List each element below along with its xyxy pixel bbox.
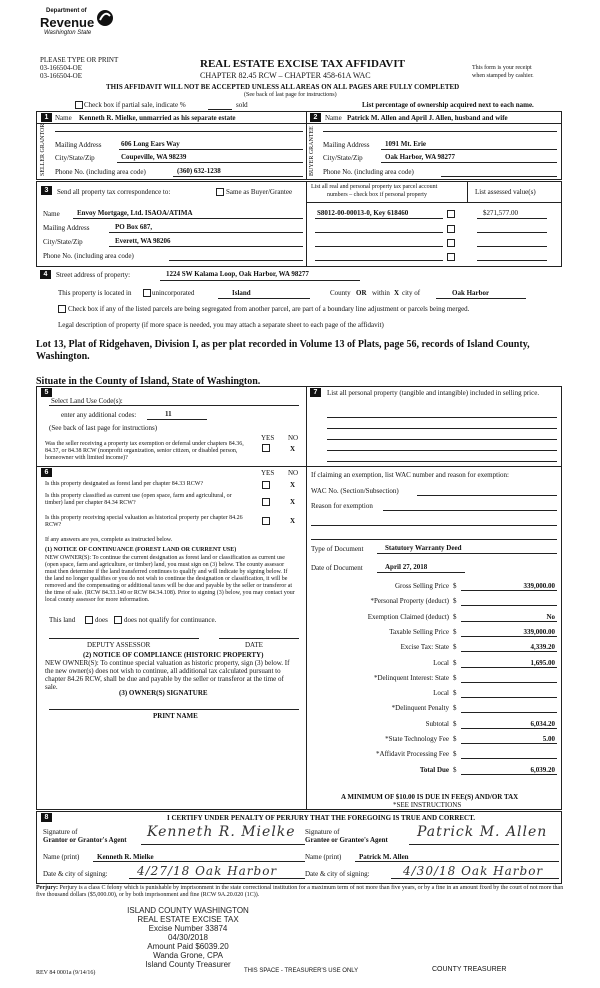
corr-name: Envoy Mortgage, Ltd. ISAOA/ATIMA [77, 209, 193, 217]
logo-washington-state: Washington State [44, 30, 92, 36]
tax-row-dollar: $ [453, 628, 457, 636]
rev-code: REV 84 0001a (9/14/16) [36, 970, 96, 976]
county-treasurer: COUNTY TREASURER [432, 966, 507, 973]
personal-property-intro: List all personal property (tangible and intangible) included in selling price. [327, 389, 540, 397]
parcel-header-2: numbers – check box if personal property [327, 192, 427, 198]
tax-row-line [461, 605, 557, 606]
section-4-tag: 4 [40, 270, 51, 279]
or-label: OR [356, 289, 367, 297]
tax-row-label: Excise Tax: State [400, 643, 449, 651]
section-3 [36, 181, 562, 267]
s5-answer: X [290, 445, 296, 453]
grantee-sig-label-1: Signature of [305, 828, 340, 836]
stamp-line-5: Amount Paid $6039.20 [147, 942, 229, 951]
grantee-date-city: 4/30/18 Oak Harbor [403, 864, 544, 878]
s6-q1: Is this property designated as forest land per chapter 84.33 RCW? [45, 481, 204, 487]
section-1-2 [36, 111, 562, 180]
tax-row-line [461, 667, 557, 668]
city-of-label: city of [402, 289, 421, 297]
assessed-header: List assessed value(s) [475, 188, 536, 196]
partial-pct-line [208, 109, 232, 110]
located-in-label: This property is located in [58, 289, 132, 297]
send-correspondence-label: Send all property tax correspondence to: [57, 188, 171, 196]
receipt-note-1: This form is your receipt [472, 65, 532, 71]
stamp-line-2: REAL ESTATE EXCISE TAX [137, 915, 239, 924]
land-use-label: Select Land Use Code(s): [51, 397, 123, 405]
deputy-assessor-label: DEPUTY ASSESSOR [87, 641, 151, 649]
buyer-city-label: City/State/Zip [323, 154, 363, 162]
tax-row-dollar: $ [453, 750, 457, 758]
see-back-5: (See back of last page for instructions) [49, 424, 158, 432]
same-as-buyer-label: Same as Buyer/Grantee [226, 188, 293, 196]
segregated-label: Check box if any of the listed parcels are being segregated from another parcel, are part of a boundary line adjustment or parcels being merged. [68, 305, 470, 313]
seller-city: Coupeville, WA 98239 [121, 153, 187, 161]
tax-row-line [461, 590, 557, 591]
s5-yes-checkbox[interactable] [262, 444, 270, 452]
tax-row-dollar: $ [453, 582, 457, 590]
seller-name-label: Name [55, 114, 72, 122]
tax-row-value: 339,000.00 [523, 582, 555, 590]
s6-q2-yes-checkbox[interactable] [262, 498, 270, 506]
tax-row-label: Subtotal [425, 720, 449, 728]
section-5-tag: 5 [41, 388, 52, 397]
land-does-checkbox[interactable] [85, 616, 93, 624]
buyer-mail-label: Mailing Address [323, 141, 370, 149]
legal-description-label: Legal description of property (if more space is needed, you may attach a separate sheet to each page of the affidavit) [58, 321, 384, 329]
unincorporated-label: unincorporated [152, 289, 195, 297]
wac-label: WAC No. (Section/Subsection) [311, 487, 399, 495]
city-value: Oak Harbor [452, 289, 490, 297]
sold-label: sold [236, 101, 248, 109]
s5-question: Was the seller receiving a property tax exemption or deferral under chapters 84.36, 84.37, or 84.38 RCW (nonprofit organization, senior citizen, or disabled person, homeowner with limited income)? [45, 441, 244, 461]
tax-row-value: 4,339.20 [530, 643, 555, 651]
treasurer-space: THIS SPACE - TREASURER'S USE ONLY [244, 968, 359, 974]
tax-row-label: *Delinquent Penalty [391, 704, 449, 712]
tax-row-label: Local [433, 689, 449, 697]
county-value: Island [232, 289, 251, 297]
perjury-label: Perjury: [36, 885, 58, 891]
seller-name: Kenneth R. Mielke, unmarried as his separate estate [79, 114, 236, 122]
grantor-sig-label-2: Grantor or Grantor's Agent [43, 836, 127, 844]
corr-city-label: City/State/Zip [43, 238, 83, 246]
see-back-instructions: (See back of last page for instructions) [244, 92, 337, 98]
partial-sale-label: Check box if partial sale, indicate % [84, 101, 186, 109]
tax-row-dollar: $ [453, 720, 457, 728]
buyer-mail: 1091 Mt. Erie [385, 140, 427, 148]
owner-signature-label: (3) OWNER(S) SIGNATURE [119, 689, 208, 697]
grantee-name-label: Name (print) [305, 853, 342, 861]
parcel-number: S8012-00-00013-0, Key 618460 [317, 209, 409, 217]
tax-row-dollar: $ [453, 659, 457, 667]
s6-a1: X [290, 481, 296, 489]
section-1-tag: 1 [41, 113, 52, 122]
tax-row-value: 1,695.00 [530, 659, 555, 667]
grantor-name: Kenneth R. Mielke [97, 853, 154, 861]
tax-row-line [461, 728, 557, 729]
s6-q3-yes-checkbox[interactable] [262, 517, 270, 525]
seller-grantor-label: SELLER GRANTOR [40, 123, 46, 176]
grantee-sig-label-2: Grantee or Grantee's Agent [305, 836, 388, 844]
doc-date-label: Date of Document [311, 564, 363, 572]
logo-swirl-icon [96, 8, 114, 28]
reason-label: Reason for exemption [311, 502, 373, 510]
s5-yes: YES [261, 434, 275, 442]
section-3-tag: 3 [41, 186, 52, 195]
doc-type: Statutory Warranty Deed [385, 544, 462, 552]
s5-no: NO [288, 434, 299, 442]
same-as-buyer-checkbox[interactable] [216, 188, 224, 196]
grantee-signature: Patrick M. Allen [417, 824, 548, 840]
tax-row-value: 339,000.00 [523, 628, 555, 636]
parcel-1-personal-checkbox[interactable] [447, 210, 455, 218]
chapter-ref: CHAPTER 82.45 RCW – CHAPTER 458-61A WAC [200, 71, 371, 80]
tax-row-value: 5.00 [542, 735, 555, 743]
grantor-name-label: Name (print) [43, 853, 80, 861]
grantor-sig-label-1: Signature of [43, 828, 78, 836]
this-land-label: This land [49, 616, 76, 624]
tax-row-line [461, 743, 557, 744]
land-does-not-checkbox[interactable] [114, 616, 122, 624]
perjury-text: Perjury is a class C felony which is punishable by imprisonment in the state correctional institution for a maximum term of not more than five years, or by a fine in an amount fixed by the court of not more than five thousand dollars ($5,000.00), or by both imprisonment and fine (RCW 9A.20.020 (1C)). [36, 885, 564, 898]
section-2-tag: 2 [310, 113, 321, 122]
tax-row-line [461, 651, 557, 652]
notice-1-body: NEW OWNER(S): To continue the current designation as forest land or classification as current use (open space, farm and agriculture, or timber) land, you must sign on (3) below. The county assessor must then determine if the land transferred continues to qualify and will indicate by signing below. If the land no longer qualifies or you do not wish to continue the designation or classification, it will be removed and the compensating or additional taxes will be due and payable by the seller or transferor at the time of sale. (RCW 84.33.140 or RCW 84.34.108). Prior to signing (3) below, you may contact your local county assessor for more information. [45, 555, 295, 603]
notice-2-body: NEW OWNER(S): To continue special valuation as historic property, sign (3) below. If the new owner(s) does not wish to continue, all additional tax calculated pursuant to chapter 84.26 RCW, shall be due and payable by the seller or transferor at the time of sale. [45, 659, 290, 691]
tax-row-line [461, 682, 557, 683]
street-address: 1224 SW Kalama Loop, Oak Harbor, WA 98277 [166, 270, 309, 278]
buyer-name-label: Name [325, 114, 342, 122]
tax-row-label: Exemption Claimed (deduct) [367, 613, 449, 621]
parcel-4-personal-checkbox[interactable] [447, 253, 455, 261]
tax-row-line [461, 758, 557, 759]
tax-row-dollar: $ [453, 597, 457, 605]
notice-1-title: (1) NOTICE OF CONTINUANCE (FOREST LAND OR CURRENT USE) [45, 547, 237, 553]
section-8-tag: 8 [41, 813, 52, 822]
tax-row-dollar: $ [453, 704, 457, 712]
exemption-label: If claiming an exemption, list WAC number and reason for exemption: [311, 471, 509, 479]
tax-row-label: Taxable Selling Price [389, 628, 449, 636]
deputy-date-label: DATE [245, 641, 263, 649]
treasurer-stamp [108, 906, 268, 969]
tax-row-dollar: $ [453, 643, 457, 651]
corr-name-label: Name [43, 210, 60, 218]
please-type: PLEASE TYPE OR PRINT [40, 56, 119, 64]
s6-q2: Is this property classified as current use (open space, farm and agricultural, or timber) land per chapter 84.34 RCW? [45, 493, 232, 506]
s6-if-yes: If any answers are yes, complete as instructed below. [45, 537, 173, 543]
section-7-tag: 7 [310, 388, 321, 397]
partial-sale-checkbox[interactable] [75, 101, 83, 109]
corr-mail: PO Box 687, [115, 223, 153, 231]
assessed-value: $271,577.00 [483, 209, 518, 217]
tax-row-dollar: $ [453, 735, 457, 743]
list-percentage-note: List percentage of ownership acquired next to each name. [362, 101, 534, 109]
tax-row-label: *Delinquent Interest: State [373, 674, 449, 682]
within-city-mark: X [394, 289, 400, 297]
tax-row-value: No [546, 613, 555, 621]
segregated-checkbox[interactable] [58, 305, 66, 313]
form-code-2: 03-166504-OE [40, 72, 82, 80]
tax-row-dollar: $ [453, 766, 457, 774]
s6-q3: Is this property receiving special valuation as historical property per chapter 84.26 RCW? [45, 515, 243, 528]
section-5-7 [36, 386, 562, 810]
stamp-line-4: 04/30/2018 [167, 933, 209, 942]
perjury-notice [36, 885, 566, 899]
does-label: does [95, 616, 108, 624]
doc-type-label: Type of Document [311, 545, 364, 553]
stamp-line-6: Wanda Grone, CPA [153, 951, 223, 960]
section-6-tag: 6 [41, 468, 52, 477]
seller-phone-label: Phone No. (including area code) [55, 168, 146, 176]
land-use-code: 11 [165, 410, 172, 418]
parcel-3-personal-checkbox[interactable] [447, 239, 455, 247]
seller-mail: 606 Long Ears Way [121, 140, 180, 148]
s6-yes: YES [261, 469, 275, 477]
doc-date: April 27, 2018 [385, 563, 428, 571]
stamp-line-7: Island County Treasurer [145, 960, 231, 969]
s6-q1-yes-checkbox[interactable] [262, 481, 270, 489]
see-instructions: *SEE INSTRUCTIONS [393, 801, 462, 809]
seller-phone: (360) 632-1238 [177, 167, 221, 175]
tax-row-label: *Personal Property (deduct) [370, 597, 449, 605]
stamp-line-3: Excise Number 33874 [148, 924, 228, 933]
tax-row-dollar: $ [453, 613, 457, 621]
grantor-signature: Kenneth R. Mielke [147, 824, 296, 840]
tax-row-dollar: $ [453, 674, 457, 682]
s6-a2: X [290, 498, 296, 506]
grantee-name: Patrick M. Allen [359, 853, 409, 861]
buyer-city: Oak Harbor, WA 98277 [385, 153, 456, 161]
warning-line: THIS AFFIDAVIT WILL NOT BE ACCEPTED UNLESS ALL AREAS ON ALL PAGES ARE FULLY COMPLETED [106, 83, 460, 91]
tax-row-line [461, 636, 557, 637]
page-title: REAL ESTATE EXCISE TAX AFFIDAVIT [200, 58, 405, 70]
tax-row-label: Local [433, 659, 449, 667]
parcel-2-personal-checkbox[interactable] [447, 225, 455, 233]
additional-codes-label: enter any additional codes: [61, 411, 137, 419]
seller-city-label: City/State/Zip [55, 154, 95, 162]
minimum-due: A MINIMUM OF $10.00 IS DUE IN FEE(S) AND/OR TAX [341, 793, 519, 801]
parcel-header-1: List all real and personal property tax parcel account [311, 184, 438, 190]
logo-dept-of: Department of [46, 8, 87, 14]
tax-row-line [461, 774, 557, 775]
print-name-label: PRINT NAME [153, 712, 198, 720]
buyer-name: Patrick M. Allen and April J. Allen, husband and wife [347, 114, 508, 122]
grantee-date-label: Date & city of signing: [305, 870, 370, 878]
notice-2-title: (2) NOTICE OF COMPLIANCE (HISTORIC PROPERTY) [83, 651, 264, 659]
does-not-label: does not qualify for continuance. [124, 616, 217, 624]
s6-no: NO [288, 469, 299, 477]
receipt-note-2: when stamped by cashier. [472, 73, 534, 79]
county-label: County [330, 289, 351, 297]
grantor-date-label: Date & city of signing: [43, 870, 108, 878]
buyer-phone-label: Phone No. (including area code) [323, 168, 414, 176]
situate-line: Situate in the County of Island, State of Washington. [36, 376, 261, 387]
tax-row-label: *Affidavit Processing Fee [376, 750, 449, 758]
tax-row-line [461, 621, 557, 622]
tax-row-label: Total Due [419, 766, 449, 774]
stamp-line-1: ISLAND COUNTY WASHINGTON [127, 906, 249, 915]
corr-city: Everett, WA 98206 [115, 237, 171, 245]
tax-row-line [461, 712, 557, 713]
tax-row-value: 6,039.20 [530, 766, 555, 774]
certify-line: I CERTIFY UNDER PENALTY OF PERJURY THAT THE FOREGOING IS TRUE AND CORRECT. [167, 814, 476, 822]
street-label: Street address of property: [56, 271, 131, 279]
tax-row-label: Gross Selling Price [394, 582, 449, 590]
buyer-grantee-label: BUYER GRANTEE [309, 126, 315, 176]
corr-mail-label: Mailing Address [43, 224, 90, 232]
revenue-logo [40, 8, 110, 48]
tax-row-dollar: $ [453, 689, 457, 697]
tax-row-line [461, 697, 557, 698]
tax-row-label: *State Technology Fee [385, 735, 449, 743]
logo-revenue: Revenue [40, 15, 95, 30]
grantor-date-city: 4/27/18 Oak Harbor [137, 864, 278, 878]
s6-a3: X [290, 517, 296, 525]
form-code-1: 03-166504-OE [40, 64, 82, 72]
tax-row-value: 6,034.20 [530, 720, 555, 728]
within-label: within [372, 289, 390, 297]
unincorporated-checkbox[interactable] [143, 289, 151, 297]
section-8 [36, 811, 562, 884]
corr-phone-label: Phone No. (including area code) [43, 252, 134, 260]
legal-description: Lot 13, Plat of Ridgehaven, Division I, as per plat recorded in Volume 13 of Plats, page 56, records of Island County, Washington. [36, 339, 530, 362]
seller-mail-label: Mailing Address [55, 141, 102, 149]
